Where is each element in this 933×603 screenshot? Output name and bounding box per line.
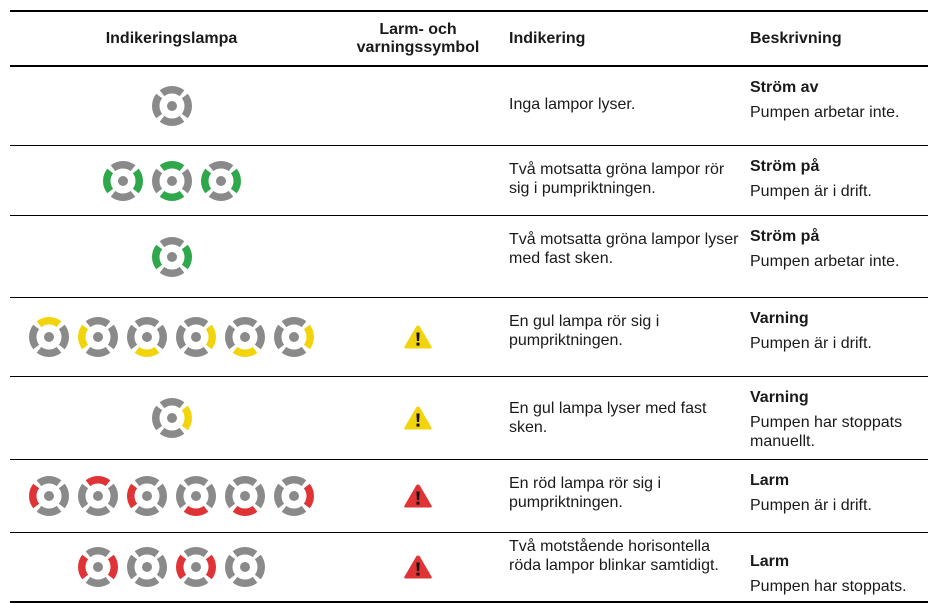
- warning-triangle-icon: [403, 405, 433, 431]
- indication-text: Två motsatta gröna lampor lyser med fast sken.: [509, 231, 739, 267]
- lamp-center-dot: [93, 562, 103, 572]
- lamp-cell: [10, 146, 333, 215]
- lamp-cell: [10, 533, 333, 601]
- exclamation-bar: [416, 414, 419, 423]
- lamp-segment-bottom: [159, 190, 184, 200]
- lamp-segment-bottom: [159, 116, 184, 126]
- indicator-lamp-icon: [28, 475, 70, 517]
- header-indication: Indikering: [509, 29, 586, 47]
- lamp-segment-right: [157, 325, 167, 350]
- indicator-lamp-icon: [200, 160, 242, 202]
- lamp-center-dot: [240, 562, 250, 572]
- header-alarm-symbol-line2: varningssymbol: [356, 38, 480, 56]
- lamp-segment-top: [86, 317, 111, 327]
- lamp-segment-right: [132, 168, 142, 193]
- description-cell: [750, 533, 928, 601]
- lamp-segment-bottom: [282, 506, 307, 516]
- warning-triangle-icon: [403, 324, 433, 350]
- exclamation-dot: [417, 573, 420, 576]
- description-text: Pumpen arbetar inte.: [750, 104, 900, 121]
- exclamation-bar: [416, 492, 419, 501]
- indicator-lamp-icon: [273, 475, 315, 517]
- lamp-segment-right: [181, 406, 191, 431]
- description-cell: [750, 298, 928, 376]
- lamp-segment-right: [59, 484, 69, 509]
- indication-text: En gul lampa lyser med fast sken.: [509, 400, 707, 436]
- lamp-segment-left: [127, 555, 137, 580]
- indication-text: En gul lampa rör sig i pumpriktningen.: [509, 313, 660, 349]
- description-cell: [750, 377, 928, 459]
- lamp-segment-top: [135, 476, 160, 486]
- lamp-segment-top: [184, 317, 209, 327]
- table-row: [10, 67, 928, 146]
- indication-text: Två motstående horisontella röda lampor blinkar samtidigt.: [509, 538, 719, 574]
- description-text: Pumpen har stoppats.: [750, 578, 907, 595]
- lamp-segment-bottom: [184, 347, 209, 357]
- symbol-cell: [333, 216, 503, 297]
- lamp-segment-right: [157, 555, 167, 580]
- lamp-segment-left: [29, 484, 39, 509]
- lamp-segment-bottom: [208, 190, 233, 200]
- lamp-segment-bottom: [184, 577, 209, 587]
- lamp-segment-top: [110, 161, 135, 171]
- lamp-segment-right: [181, 168, 191, 193]
- indicator-lamp-icon: [102, 160, 144, 202]
- exclamation-dot: [417, 502, 420, 505]
- indicator-lamp-icon: [126, 475, 168, 517]
- description-text: Pumpen har stoppats manuellt.: [750, 414, 903, 450]
- lamp-segment-left: [152, 94, 162, 119]
- indicator-lamp-icon: [224, 475, 266, 517]
- indicator-lamp-icon: [126, 546, 168, 588]
- indicator-lamp-icon: [151, 160, 193, 202]
- lamp-cell: [10, 460, 333, 532]
- symbol-cell: [333, 533, 503, 601]
- lamp-segment-top: [86, 476, 111, 486]
- alarm-triangle-icon: [403, 483, 433, 509]
- lamp-center-dot: [240, 332, 250, 342]
- symbol-cell: [333, 460, 503, 532]
- description-text: Pumpen är i drift.: [750, 335, 872, 352]
- table-row: [10, 298, 928, 377]
- indicator-lamp-icon: [175, 475, 217, 517]
- header-indicator-lamp: Indikeringslampa: [105, 29, 238, 47]
- lamp-segment-left: [225, 325, 235, 350]
- lamp-segment-top: [37, 317, 62, 327]
- indicator-lamp-icon: [126, 316, 168, 358]
- header-alarm-symbol: [333, 12, 503, 65]
- table-row: [10, 533, 928, 603]
- lamp-center-dot: [191, 562, 201, 572]
- lamp-segment-bottom: [233, 577, 258, 587]
- lamp-segment-top: [159, 237, 184, 247]
- indication-text: En röd lampa rör sig i pumpriktningen.: [509, 475, 662, 511]
- lamp-segment-right: [108, 484, 118, 509]
- lamp-segment-top: [233, 547, 258, 557]
- lamp-segment-right: [206, 325, 216, 350]
- indicator-lamp-icon: [224, 316, 266, 358]
- lamp-segment-right: [108, 555, 118, 580]
- lamp-center-dot: [142, 562, 152, 572]
- lamp-center-dot: [118, 176, 128, 186]
- description-cell: [750, 146, 928, 215]
- symbol-cell: [333, 377, 503, 459]
- lamp-center-dot: [142, 332, 152, 342]
- lamp-center-dot: [44, 491, 54, 501]
- lamp-segment-left: [176, 555, 186, 580]
- header-alarm-symbol-line1: Larm- och: [379, 20, 457, 38]
- lamp-segment-bottom: [86, 577, 111, 587]
- lamp-segment-left: [274, 484, 284, 509]
- exclamation-dot: [417, 424, 420, 427]
- description-title: Larm: [750, 472, 790, 489]
- lamp-cell: [10, 377, 333, 459]
- table-row: [10, 146, 928, 216]
- description-cell: [750, 460, 928, 532]
- lamp-segment-left: [274, 325, 284, 350]
- lamp-center-dot: [191, 491, 201, 501]
- description-title: Varning: [750, 310, 809, 327]
- lamp-segment-left: [127, 325, 137, 350]
- lamp-segment-top: [86, 547, 111, 557]
- lamp-segment-bottom: [233, 347, 258, 357]
- indicator-lamp-icon: [273, 316, 315, 358]
- lamp-segment-top: [184, 476, 209, 486]
- lamp-segment-right: [255, 325, 265, 350]
- description-cell: [750, 216, 928, 297]
- lamp-segment-bottom: [86, 506, 111, 516]
- indicator-lamp-icon: [151, 85, 193, 127]
- lamp-segment-bottom: [282, 347, 307, 357]
- header-description: Beskrivning: [750, 29, 842, 47]
- lamp-center-dot: [289, 332, 299, 342]
- lamp-segment-left: [78, 555, 88, 580]
- table-row: [10, 216, 928, 298]
- table-row: [10, 460, 928, 533]
- indicator-lamp-icon: [151, 397, 193, 439]
- lamp-segment-left: [152, 406, 162, 431]
- description-title: Varning: [750, 389, 809, 406]
- exclamation-dot: [417, 343, 420, 346]
- lamp-segment-left: [29, 325, 39, 350]
- lamp-segment-bottom: [159, 266, 184, 276]
- lamp-center-dot: [167, 413, 177, 423]
- description-title: Larm: [750, 553, 790, 570]
- lamp-segment-top: [37, 476, 62, 486]
- description-text: Pumpen är i drift.: [750, 497, 872, 514]
- lamp-segment-right: [255, 484, 265, 509]
- lamp-segment-left: [176, 325, 186, 350]
- lamp-segment-left: [225, 484, 235, 509]
- lamp-segment-top: [282, 476, 307, 486]
- symbol-cell: [333, 146, 503, 215]
- exclamation-bar: [416, 563, 419, 572]
- indicator-lamp-icon: [151, 236, 193, 278]
- lamp-segment-bottom: [135, 577, 160, 587]
- indicator-lamp-icon: [28, 316, 70, 358]
- table-header: [10, 10, 928, 67]
- lamp-segment-top: [135, 547, 160, 557]
- lamp-segment-right: [206, 555, 216, 580]
- lamp-center-dot: [167, 252, 177, 262]
- indicator-lamp-icon: [224, 546, 266, 588]
- symbol-cell: [333, 67, 503, 145]
- lamp-segment-bottom: [159, 428, 184, 438]
- alarm-triangle-icon: [403, 554, 433, 580]
- lamp-segment-right: [181, 94, 191, 119]
- indicator-lamp-icon: [77, 316, 119, 358]
- lamp-segment-left: [225, 555, 235, 580]
- indicator-lamp-icon: [175, 546, 217, 588]
- lamp-segment-top: [135, 317, 160, 327]
- lamp-center-dot: [167, 101, 177, 111]
- lamp-center-dot: [44, 332, 54, 342]
- indication-text: Inga lampor lyser.: [509, 96, 636, 113]
- lamp-cell: [10, 298, 333, 376]
- description-title: Ström på: [750, 158, 820, 175]
- lamp-segment-left: [176, 484, 186, 509]
- lamp-segment-bottom: [37, 506, 62, 516]
- lamp-segment-bottom: [37, 347, 62, 357]
- lamp-center-dot: [191, 332, 201, 342]
- lamp-segment-right: [181, 244, 191, 269]
- lamp-center-dot: [167, 176, 177, 186]
- lamp-segment-right: [206, 484, 216, 509]
- lamp-segment-right: [255, 555, 265, 580]
- lamp-center-dot: [216, 176, 226, 186]
- exclamation-bar: [416, 333, 419, 342]
- lamp-cell: [10, 67, 333, 145]
- lamp-segment-left: [152, 168, 162, 193]
- lamp-segment-bottom: [233, 506, 258, 516]
- lamp-segment-top: [208, 161, 233, 171]
- lamp-segment-left: [103, 168, 113, 193]
- lamp-center-dot: [93, 332, 103, 342]
- lamp-segment-top: [159, 161, 184, 171]
- lamp-segment-top: [233, 476, 258, 486]
- description-text: Pumpen är i drift.: [750, 183, 872, 200]
- lamp-segment-bottom: [110, 190, 135, 200]
- lamp-segment-top: [282, 317, 307, 327]
- lamp-segment-bottom: [135, 506, 160, 516]
- lamp-segment-bottom: [184, 506, 209, 516]
- lamp-segment-right: [59, 325, 69, 350]
- lamp-segment-right: [230, 168, 240, 193]
- lamp-center-dot: [240, 491, 250, 501]
- lamp-segment-right: [304, 325, 314, 350]
- lamp-center-dot: [289, 491, 299, 501]
- lamp-center-dot: [142, 491, 152, 501]
- lamp-segment-top: [159, 86, 184, 96]
- symbol-cell: [333, 298, 503, 376]
- indicator-lamp-icon: [175, 316, 217, 358]
- lamp-segment-left: [152, 244, 162, 269]
- lamp-segment-top: [159, 398, 184, 408]
- lamp-segment-left: [127, 484, 137, 509]
- lamp-segment-right: [157, 484, 167, 509]
- description-title: Ström av: [750, 79, 819, 96]
- indication-text: Två motsatta gröna lampor rör sig i pumpriktningen.: [509, 161, 725, 197]
- lamp-segment-top: [233, 317, 258, 327]
- lamp-segment-right: [108, 325, 118, 350]
- lamp-segment-bottom: [135, 347, 160, 357]
- lamp-segment-left: [78, 325, 88, 350]
- indicator-lamp-icon: [77, 475, 119, 517]
- description-text: Pumpen arbetar inte.: [750, 253, 900, 270]
- lamp-segment-bottom: [86, 347, 111, 357]
- description-title: Ström på: [750, 228, 820, 245]
- lamp-center-dot: [93, 491, 103, 501]
- lamp-segment-top: [184, 547, 209, 557]
- lamp-segment-right: [304, 484, 314, 509]
- description-cell: [750, 67, 928, 145]
- lamp-cell: [10, 216, 333, 297]
- lamp-segment-left: [78, 484, 88, 509]
- table-row: [10, 377, 928, 460]
- indicator-lamp-icon: [77, 546, 119, 588]
- lamp-segment-left: [201, 168, 211, 193]
